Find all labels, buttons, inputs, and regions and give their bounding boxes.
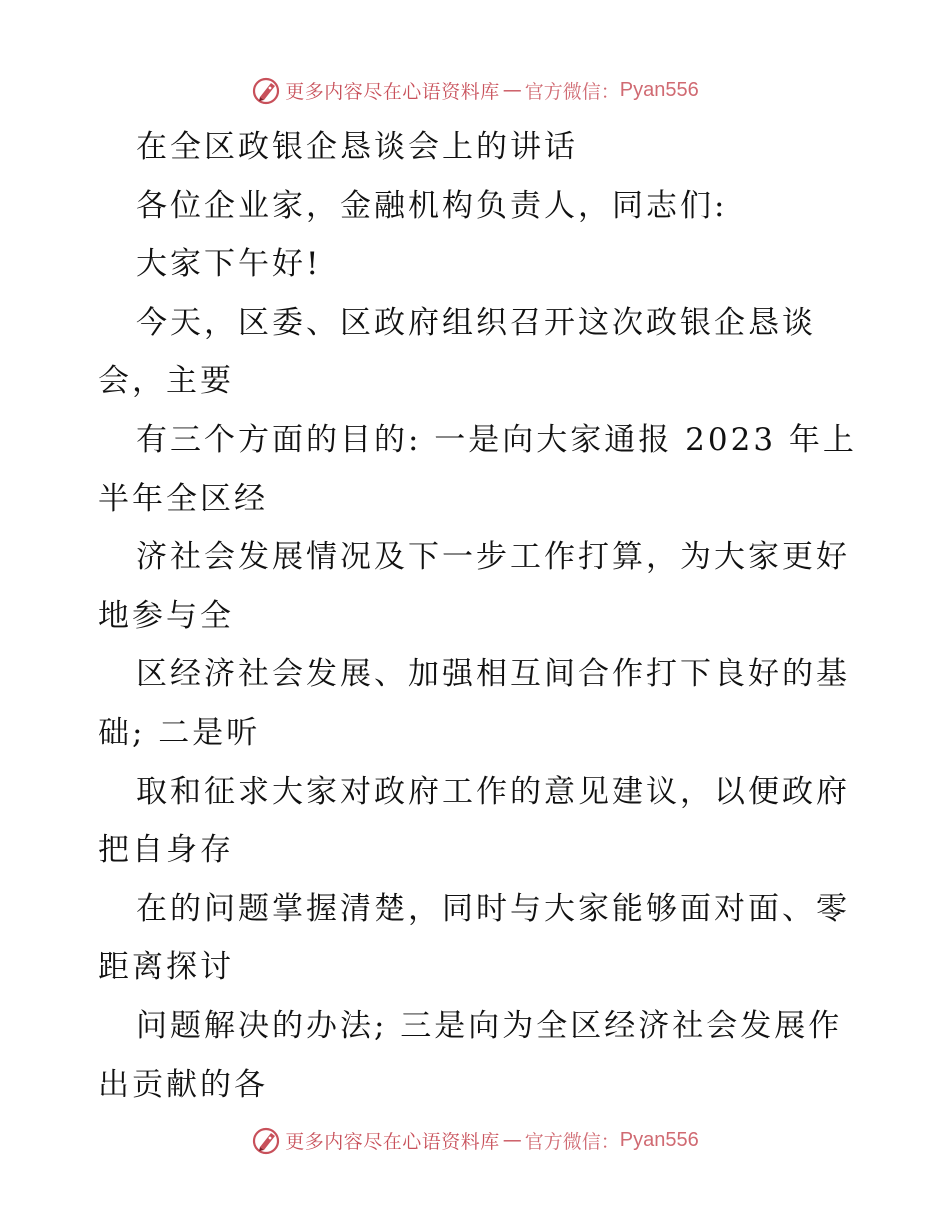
text-line: 有三个方面的目的: 一是向大家通报 2023 年上: [136, 421, 857, 458]
text-line: 在全区政银企恳谈会上的讲话: [136, 129, 578, 165]
text-line: 把自身存: [98, 832, 234, 869]
text-line: 区经济社会发展、加强相互间合作打下良好的基: [136, 656, 850, 693]
watermark-wechat-id: Pyan556: [619, 78, 699, 101]
text-line: 大家下午好!: [136, 246, 322, 283]
footer-watermark: [0, 1120, 950, 1160]
text-line: 各位企业家，金融机构负责人，同志们:: [136, 187, 728, 224]
watermark-wechat-label: 官方微信：: [524, 1130, 620, 1153]
watermark-separator: —: [502, 79, 522, 101]
text-line: 出贡献的各: [98, 1066, 268, 1103]
text-line: 地参与全: [98, 597, 234, 634]
watermark-wechat-label: 官方微信：: [524, 80, 620, 103]
text-line: 距离探讨: [98, 949, 234, 986]
text-line: 会，主要: [98, 363, 234, 400]
pen-nib-logo-icon: [251, 75, 281, 105]
document-body: [98, 118, 878, 1114]
watermark-separator: —: [502, 1129, 522, 1151]
header-watermark: [0, 70, 950, 110]
watermark-site-text: 更多内容尽在心语资料库: [285, 1130, 500, 1153]
text-line: 济社会发展情况及下一步工作打算，为大家更好: [136, 539, 850, 576]
text-line: 今天，区委、区政府组织召开这次政银企恳谈: [136, 304, 816, 341]
text-line: 在的问题掌握清楚，同时与大家能够面对面、零: [136, 890, 850, 927]
text-line: 取和征求大家对政府工作的意见建议，以便政府: [136, 773, 850, 810]
pen-nib-logo-icon: [251, 1125, 281, 1155]
text-line: 半年全区经: [98, 480, 268, 517]
watermark-wechat-id: Pyan556: [619, 1128, 699, 1151]
text-line: 础; 二是听: [98, 714, 261, 751]
watermark-site-text: 更多内容尽在心语资料库: [285, 80, 500, 103]
text-line: 问题解决的办法; 三是向为全区经济社会发展作: [136, 1007, 843, 1044]
